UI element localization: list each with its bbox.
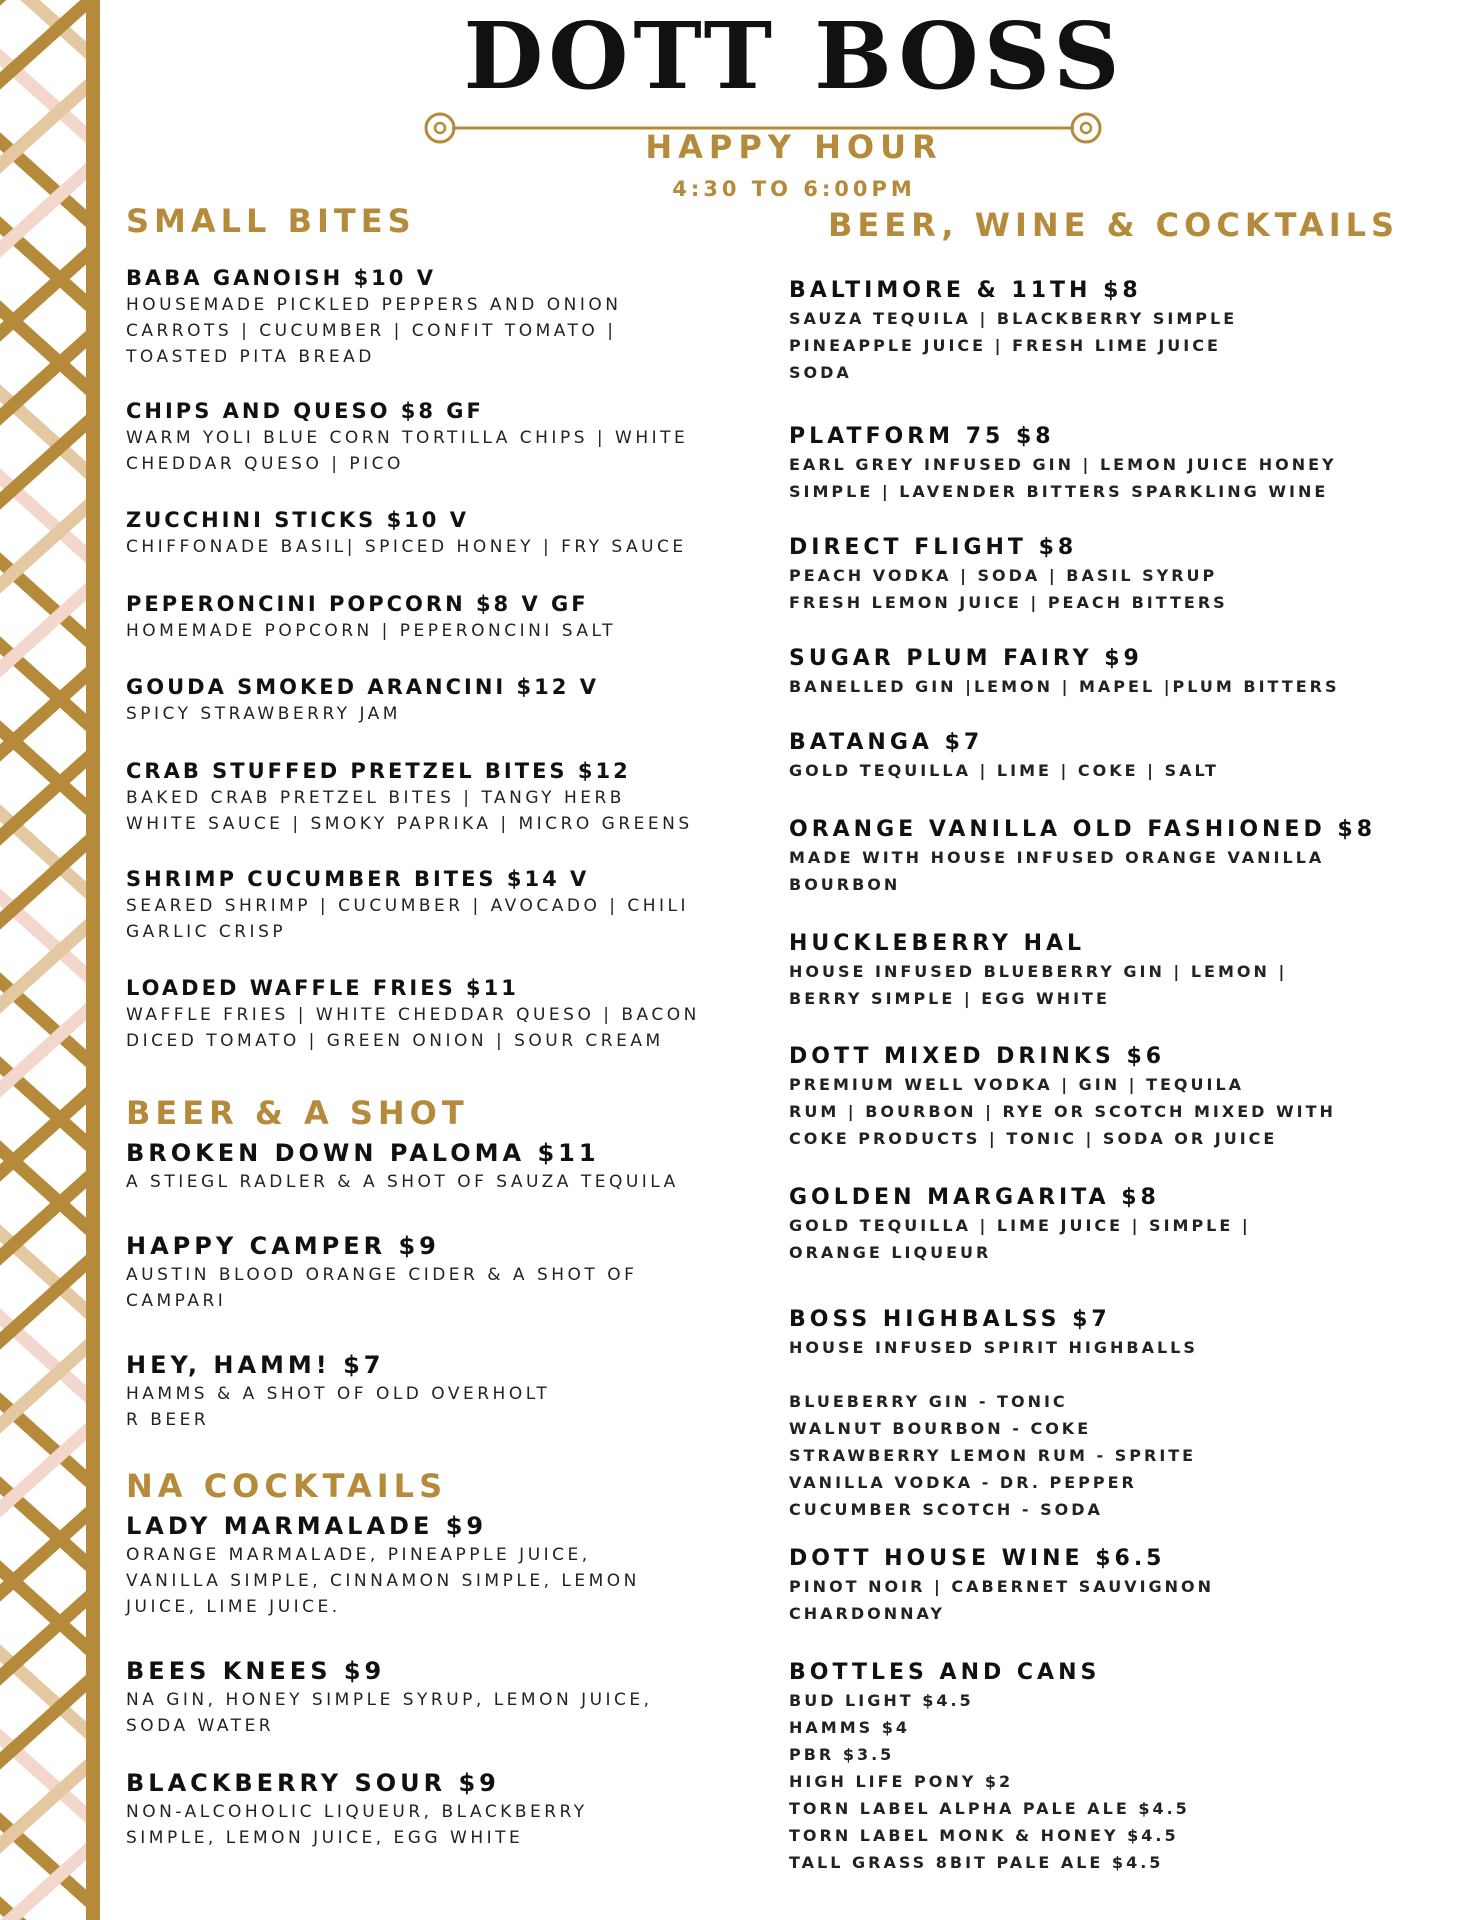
item-description: AUSTIN BLOOD ORANGE CIDER & A SHOT OF CAMPARI xyxy=(126,1265,638,1311)
item-description: HOMEMADE POPCORN | PEPERONCINI SALT xyxy=(126,621,616,641)
item-description: HOUSE INFUSED BLUEBERRY GIN | LEMON | BERRY SIMPLE | EGG WHITE xyxy=(789,962,1288,1008)
item-description: SPICY STRAWBERRY JAM xyxy=(126,704,401,724)
item-name: DIRECT FLIGHT $8 xyxy=(789,535,1078,560)
menu-item xyxy=(789,930,1469,1012)
item-description: NA GIN, HONEY SIMPLE SYRUP, LEMON JUICE, SODA WATER xyxy=(126,1690,653,1736)
item-name: HEY, HAMM! $7 xyxy=(126,1351,385,1379)
item-name: SUGAR PLUM FAIRY $9 xyxy=(789,646,1143,671)
menu-item xyxy=(789,816,1469,898)
menu-item xyxy=(789,423,1469,505)
item-description: SEARED SHRIMP | CUCUMBER | AVOCADO | CHILI GARLIC CRISP xyxy=(126,896,690,942)
happy-hour-heading: HAPPY HOUR xyxy=(645,128,943,166)
menu-item xyxy=(126,506,766,560)
menu-item xyxy=(126,264,766,370)
menu-item xyxy=(126,397,766,477)
item-name: BLACKBERRY SOUR $9 xyxy=(126,1769,500,1797)
menu-item xyxy=(126,1349,766,1433)
item-name: GOLDEN MARGARITA $8 xyxy=(789,1185,1160,1210)
item-description: HOUSE INFUSED SPIRIT HIGHBALLS BLUEBERRY GIN - TONIC WALNUT BOURBON - COKE STRAWBERRY LEMON RUM - SPRITE VANILLA VODKA - DR. PEPPER CUCUMBER SCOTCH - SODA xyxy=(789,1338,1198,1519)
section-title-na-cocktails: NA COCKTAILS xyxy=(126,1467,448,1505)
item-name: PLATFORM 75 $8 xyxy=(789,424,1055,449)
menu-item xyxy=(126,590,766,644)
menu-item xyxy=(126,757,766,837)
item-description: CHIFFONADE BASIL| SPICED HONEY | FRY SAUCE xyxy=(126,537,687,557)
section-title-small-bites: SMALL BITES xyxy=(126,202,416,240)
item-name: GOUDA SMOKED ARANCINI $12 V xyxy=(126,675,599,699)
menu-item xyxy=(126,673,766,727)
menu-item xyxy=(126,974,766,1054)
item-name: BROKEN DOWN PALOMA $11 xyxy=(126,1139,600,1167)
item-name: ORANGE VANILLA OLD FASHIONED $8 xyxy=(789,817,1376,842)
section-title-beer-and-shot: BEER & A SHOT xyxy=(126,1094,469,1132)
item-name: CHIPS AND QUESO $8 GF xyxy=(126,399,484,423)
item-name: PEPERONCINI POPCORN $8 V GF xyxy=(126,592,589,616)
item-description: GOLD TEQUILLA | LIME | COKE | SALT xyxy=(789,761,1219,780)
menu-item xyxy=(789,729,1469,784)
item-description: PREMIUM WELL VODKA | GIN | TEQUILA RUM | BOURBON | RYE OR SCOTCH MIXED WITH COKE PRODUCTS | TONIC | SODA OR JUICE xyxy=(789,1075,1336,1148)
section-title-beer-wine-cocktails: BEER, WINE & COCKTAILS xyxy=(828,206,1400,244)
menu-item xyxy=(789,1306,1469,1523)
item-name: CRAB STUFFED PRETZEL BITES $12 xyxy=(126,759,631,783)
happy-hour-times: 4:30 TO 6:00PM xyxy=(672,177,916,201)
item-name: HUCKLEBERRY HAL xyxy=(789,931,1086,956)
menu-item xyxy=(789,1545,1469,1627)
item-name: SHRIMP CUCUMBER BITES $14 V xyxy=(126,867,590,891)
menu-item xyxy=(126,1510,766,1620)
item-description: BUD LIGHT $4.5 HAMMS $4 PBR $3.5 HIGH LIFE PONY $2 TORN LABEL ALPHA PALE ALE $4.5 TORN LABEL MONK & HONEY $4.5 TALL GRASS 8BIT PALE ALE $4.5 xyxy=(789,1691,1190,1872)
item-name: ZUCCHINI STICKS $10 V xyxy=(126,508,469,532)
item-description: SAUZA TEQUILA | BLACKBERRY SIMPLE PINEAPPLE JUICE | FRESH LIME JUICE SODA xyxy=(789,309,1238,382)
item-name: LADY MARMALADE $9 xyxy=(126,1512,488,1540)
item-description: PINOT NOIR | CABERNET SAUVIGNON CHARDONNAY xyxy=(789,1577,1215,1623)
item-description: HAMMS & A SHOT OF OLD OVERHOLT R BEER xyxy=(126,1384,551,1430)
item-description: WAFFLE FRIES | WHITE CHEDDAR QUESO | BACON DICED TOMATO | GREEN ONION | SOUR CREAM xyxy=(126,1005,700,1051)
menu-item xyxy=(126,1137,766,1195)
menu-item xyxy=(789,1043,1469,1152)
item-name: HAPPY CAMPER $9 xyxy=(126,1232,440,1260)
item-name: BEES KNEES $9 xyxy=(126,1657,386,1685)
item-description: BANELLED GIN |LEMON | MAPEL |PLUM BITTERS xyxy=(789,677,1340,696)
restaurant-name: DOTT BOSS xyxy=(463,2,1125,110)
item-description: EARL GREY INFUSED GIN | LEMON JUICE HONEY SIMPLE | LAVENDER BITTERS SPARKLING WINE xyxy=(789,455,1337,501)
item-name: DOTT MIXED DRINKS $6 xyxy=(789,1044,1166,1069)
item-description: ORANGE MARMALADE, PINEAPPLE JUICE, VANILLA SIMPLE, CINNAMON SIMPLE, LEMON JUICE, LIME JUICE. xyxy=(126,1545,640,1617)
item-description: A STIEGL RADLER & A SHOT OF SAUZA TEQUILA xyxy=(126,1172,679,1192)
item-description: MADE WITH HOUSE INFUSED ORANGE VANILLA BOURBON xyxy=(789,848,1325,894)
item-name: BOSS HIGHBALSS $7 xyxy=(789,1307,1111,1332)
menu-item xyxy=(789,1184,1469,1266)
menu-item xyxy=(789,645,1469,700)
item-name: DOTT HOUSE WINE $6.5 xyxy=(789,1546,1166,1571)
item-description: HOUSEMADE PICKLED PEPPERS AND ONION CARROTS | CUCUMBER | CONFIT TOMATO | TOASTED PITA BREAD xyxy=(126,295,622,367)
item-description: PEACH VODKA | SODA | BASIL SYRUP FRESH LEMON JUICE | PEACH BITTERS xyxy=(789,566,1228,612)
item-name: BOTTLES AND CANS xyxy=(789,1660,1101,1685)
menu-item xyxy=(126,1767,766,1851)
menu-item xyxy=(126,1655,766,1739)
item-description: BAKED CRAB PRETZEL BITES | TANGY HERB WHITE SAUCE | SMOKY PAPRIKA | MICRO GREENS xyxy=(126,788,693,834)
item-description: GOLD TEQUILLA | LIME JUICE | SIMPLE | ORANGE LIQUEUR xyxy=(789,1216,1251,1262)
item-description: WARM YOLI BLUE CORN TORTILLA CHIPS | WHITE CHEDDAR QUESO | PICO xyxy=(126,428,689,474)
item-description: NON-ALCOHOLIC LIQUEUR, BLACKBERRY SIMPLE, LEMON JUICE, EGG WHITE xyxy=(126,1802,588,1848)
menu-item xyxy=(789,277,1469,386)
menu-item xyxy=(789,534,1469,616)
menu-item xyxy=(126,1230,766,1314)
item-name: LOADED WAFFLE FRIES $11 xyxy=(126,976,519,1000)
item-name: BALTIMORE & 11TH $8 xyxy=(789,278,1142,303)
item-name: BABA GANOISH $10 V xyxy=(126,266,436,290)
decorative-stripe-border xyxy=(0,0,104,1920)
menu-item xyxy=(789,1659,1469,1876)
menu-item xyxy=(126,865,766,945)
item-name: BATANGA $7 xyxy=(789,730,984,755)
